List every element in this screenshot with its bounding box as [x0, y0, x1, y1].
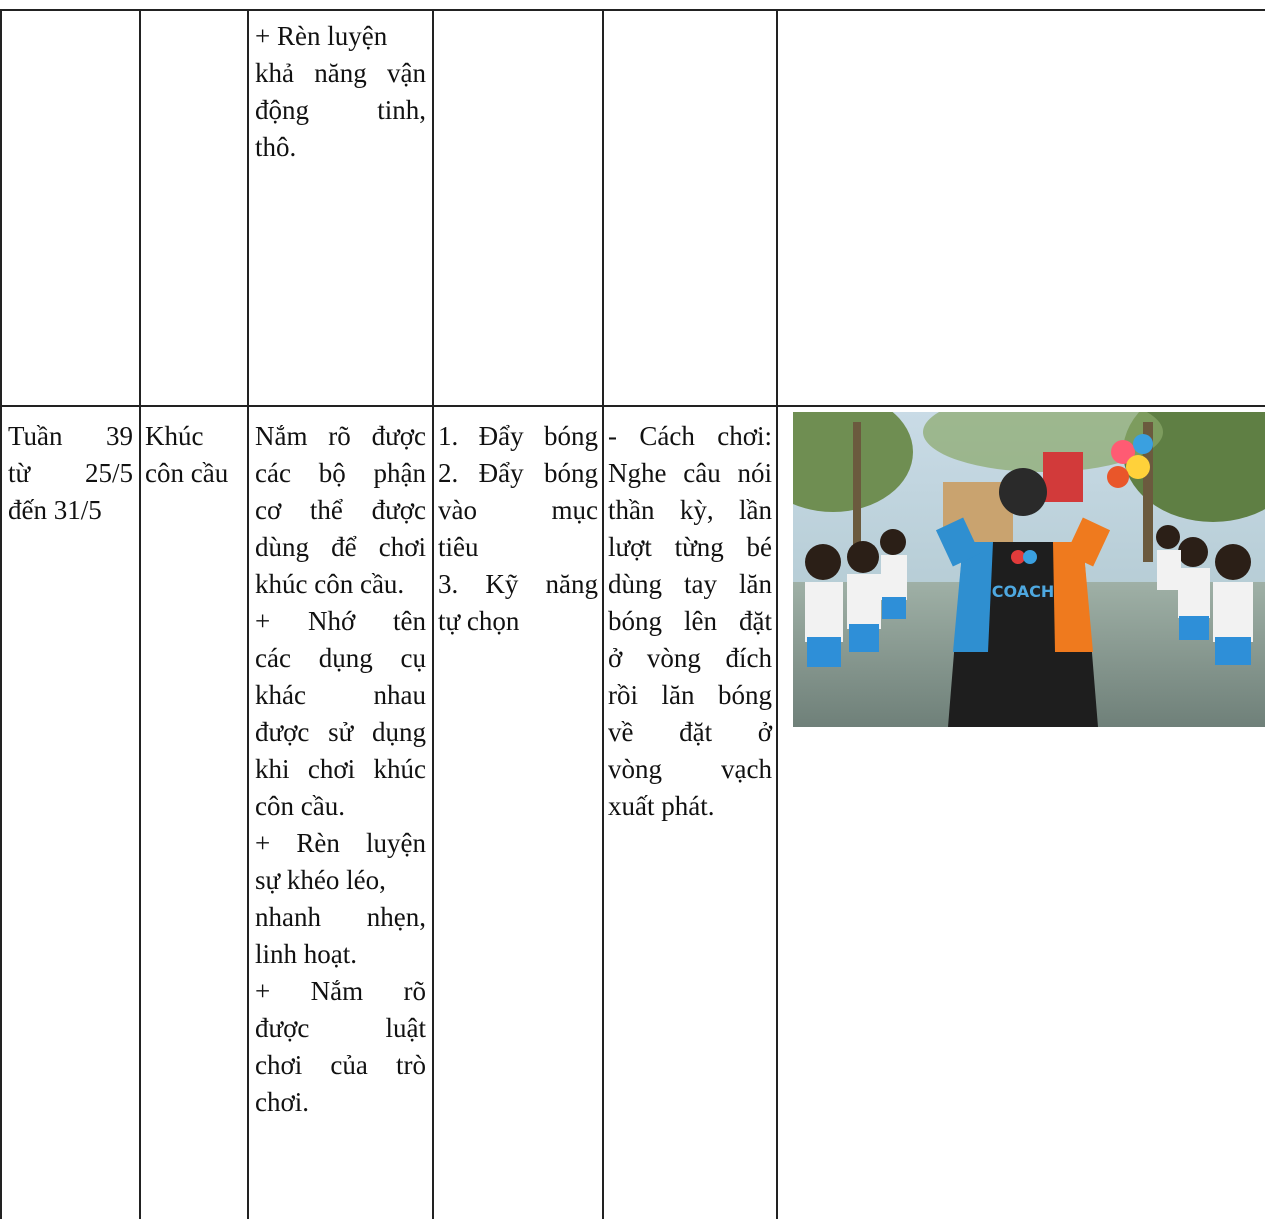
- week-cell: [2, 418, 139, 529]
- row1-objectives-cell: [249, 18, 432, 166]
- week-line: Tuần 39: [8, 421, 133, 451]
- objective-line: + Nắm rõ: [255, 976, 426, 1006]
- column-border: [776, 10, 778, 1219]
- objective-line: khác nhau: [255, 680, 426, 710]
- row-divider: [0, 405, 1265, 407]
- objective-line: khả năng vận: [255, 58, 426, 88]
- rule-line: xuất phát.: [608, 791, 715, 821]
- column-border: [0, 10, 2, 1219]
- rule-line: ở vòng đích: [608, 643, 772, 673]
- objective-line: chơi.: [255, 1087, 310, 1117]
- activity-line: 1. Đẩy bóng: [438, 421, 598, 451]
- rule-line: Nghe câu nói: [608, 458, 772, 488]
- week-line: từ 25/5: [8, 458, 133, 488]
- objective-line: các bộ phận: [255, 458, 426, 488]
- objective-line: được sử dụng: [255, 717, 426, 747]
- objectives-cell: [249, 418, 432, 1121]
- rule-line: dùng tay lăn: [608, 569, 772, 599]
- rule-line: - Cách chơi:: [608, 421, 772, 451]
- activity-line: vào mục: [438, 495, 598, 525]
- activity-photo: [793, 412, 1265, 727]
- activity-line: tiêu: [438, 532, 479, 562]
- objective-line: được luật: [255, 1013, 426, 1043]
- objective-line: nhanh nhẹn,: [255, 902, 426, 932]
- objective-line: sự khéo léo,: [255, 865, 386, 895]
- objective-line: + Rèn luyện: [255, 828, 426, 858]
- objective-line: dùng để chơi: [255, 532, 426, 562]
- week-line: đến 31/5: [8, 495, 102, 525]
- objective-line: khúc côn cầu.: [255, 569, 405, 599]
- topic-cell: [141, 418, 247, 492]
- activity-line: 2. Đẩy bóng: [438, 458, 598, 488]
- table-top-border: [0, 9, 1265, 11]
- activity-line: 3. Kỹ năng: [438, 569, 598, 599]
- how-to-play-cell: [604, 418, 776, 825]
- column-border: [139, 10, 141, 1219]
- topic-line: côn cầu: [145, 458, 229, 488]
- objective-line: khi chơi khúc: [255, 754, 426, 784]
- objective-line: + Nhớ tên: [255, 606, 426, 636]
- rule-line: vòng vạch: [608, 754, 772, 784]
- rule-line: lượt từng bé: [608, 532, 772, 562]
- shirt-text: COACH: [991, 582, 1055, 601]
- objective-line: chơi của trò: [255, 1050, 426, 1080]
- objective-line: linh hoạt.: [255, 939, 357, 969]
- objective-line: Nắm rõ được: [255, 421, 426, 451]
- topic-line: Khúc: [145, 421, 204, 451]
- activities-cell: [434, 418, 602, 640]
- rule-line: về đặt ở: [608, 717, 772, 747]
- objective-line: động tinh,: [255, 95, 426, 125]
- rule-line: bóng lên đặt: [608, 606, 772, 636]
- objective-line: cơ thể được: [255, 495, 426, 525]
- rule-line: rồi lăn bóng: [608, 680, 772, 710]
- objective-line: thô.: [255, 132, 297, 162]
- rule-line: thần kỳ, lần: [608, 495, 772, 525]
- objective-line: + Rèn luyện: [255, 21, 388, 51]
- objective-line: côn cầu.: [255, 791, 345, 821]
- objective-line: các dụng cụ: [255, 643, 426, 673]
- activity-line: tự chọn: [438, 606, 520, 636]
